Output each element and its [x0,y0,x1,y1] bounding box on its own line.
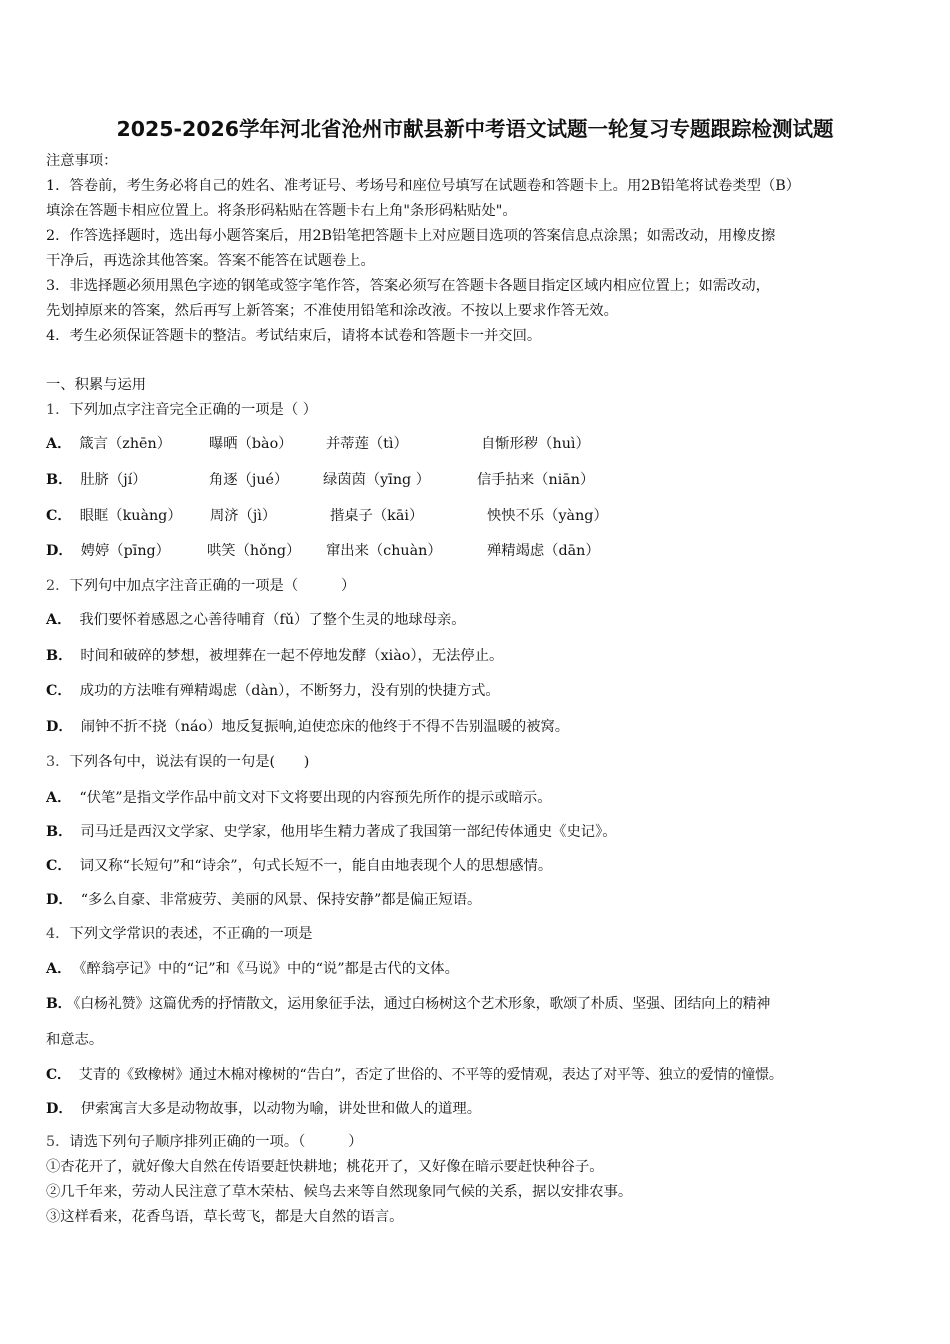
q1-option-d[interactable] [46,541,170,561]
option-text: “多么自豪、非常疲劳、美丽的风景、保持安静”都是偏正短语。 [80,892,482,908]
option-text: 伊索寓言大多是动物故事，以动物为喻，讲处世和做人的道理。 [80,1101,482,1117]
question-number: 3． [46,754,70,770]
option-label: A． [46,612,72,628]
option-label: B． [46,472,73,488]
q1-option-c[interactable] [46,506,182,526]
option-label: C． [46,858,72,874]
option-item: 怏怏不乐（yàng） [487,508,608,524]
question-stem: 下列句中加点字注音正确的一项是（ ） [69,578,356,594]
q3-option-d[interactable] [46,890,481,910]
question-number: 4． [46,926,70,942]
option-label: A． [46,790,72,806]
option-text: 司马迁是西汉文学家、史学家，他用毕生精力著成了我国第一部纪传体通史《史记》。 [80,824,617,840]
option-text: “伏笔”是指文学作品中前文对下文将要出现的内容预先所作的提示或暗示。 [79,790,552,806]
notice-line: 填涂在答题卡相应位置上。将条形码粘贴在答题卡右上角"条形码粘贴处"。 [46,203,517,219]
q2-option-b[interactable] [46,646,503,666]
question-stem: 请选下列句子顺序排列正确的一项。（ ） [69,1134,363,1150]
option-item: 角逐（jué） [209,472,289,488]
page-title: 2025-2026学年河北省沧州市献县新中考语文试题一轮复习专题跟踪检测试题 [116,117,834,141]
option-item: 娉婷（pīng） [80,543,170,559]
option-text: 闹钟不折不挠（náo）地反复振响,迫使恋床的他终于不得不告别温暖的被窝。 [80,719,570,735]
option-text: 《白杨礼赞》这篇优秀的抒情散文，运用象征手法，通过白杨树这个艺术形象，歌颂了朴质、坚强、团结向上的精神 [73,996,771,1012]
q3-option-b[interactable] [46,822,617,842]
question-stem: 下列加点字注音完全正确的一项是（ ） [69,402,317,418]
option-text: 成功的方法唯有殚精竭虑（dàn），不断努力，没有别的快捷方式。 [79,683,500,699]
q5-sentence: ①杏花开了，就好像大自然在传语要赶快耕地；桃花开了，又好像在暗示要赶快种谷子。 [46,1159,604,1175]
q2-option-d[interactable] [46,717,569,737]
question-2 [46,576,355,596]
section-heading: 一、积累与运用 [46,377,147,393]
q1-option-b[interactable] [46,470,147,490]
option-item: 并蒂莲（tì） [326,436,408,452]
q5-sentence: ②几千年来，劳动人民注意了草木荣枯、候鸟去来等自然现象同气候的关系，据以安排农事。 [46,1184,633,1200]
q4-option-b-continued: 和意志。 [46,1032,104,1048]
option-label: C． [46,1067,71,1083]
option-item: 窜出来（chuàn） [326,543,442,559]
question-5 [46,1132,363,1152]
notice-line: 4．考生必须保证答题卡的整洁。考试结束后，请将本试卷和答题卡一并交回。 [46,328,542,344]
option-label: A． [46,436,72,452]
q1-option-a[interactable] [46,434,171,454]
q4-option-a[interactable] [46,959,459,979]
q2-option-a[interactable] [46,610,466,630]
question-4 [46,924,312,944]
question-1 [46,400,317,420]
q3-option-c[interactable] [46,856,552,876]
q5-sentence: ③这样看来，花香鸟语，草长莺飞，都是大自然的语言。 [46,1209,404,1225]
q4-option-b[interactable] [46,994,770,1014]
option-label: D． [46,543,73,559]
question-number: 2． [46,578,70,594]
option-item: 揩桌子（kāi） [330,508,424,524]
option-item: 肚脐（jí） [80,472,147,488]
notice-line: 2．作答选择题时，选出每小题答案后，用2B铅笔把答题卡上对应题目选项的答案信息点涂黑；如需改动，用橡皮擦 [46,228,776,244]
option-label: C． [46,508,72,524]
question-3 [46,752,309,772]
option-label: B． [46,996,72,1012]
option-text: 词又称“长短句”和“诗余”，句式长短不一，能自由地表现个人的思想感情。 [79,858,553,874]
option-text: 艾青的《致橡树》通过木棉对橡树的“告白”，否定了世俗的、不平等的爱情观，表达了对平等、独立的爱情的憧憬。 [78,1067,783,1083]
option-item: 自惭形秽（huì） [481,436,590,452]
option-item: 殚精竭虑（dān） [487,543,600,559]
question-number: 1． [46,402,70,418]
option-item: 箴言（zhēn） [79,436,171,452]
option-item: 绿茵茵（yīng ） [323,472,431,488]
question-stem: 下列文学常识的表述，不正确的一项是 [69,926,313,942]
q4-option-c[interactable] [46,1065,783,1085]
option-item: 周济（jì） [210,508,277,524]
option-label: B． [46,824,73,840]
option-label: A． [46,961,72,977]
notice-heading: 注意事项： [46,153,118,169]
option-item: 眼眶（kuàng） [79,508,182,524]
option-item: 哄笑（hǒng） [207,543,301,559]
q3-option-a[interactable] [46,788,552,808]
notice-line: 3．非选择题必须用黑色字迹的钢笔或签字笔作答，答案必须写在答题卡各题目指定区域内相应位置上；如需改动， [46,278,770,294]
option-label: D． [46,719,73,735]
option-item: 信手拈来（niān） [477,472,595,488]
q2-option-c[interactable] [46,681,500,701]
q4-option-d[interactable] [46,1099,481,1119]
notice-line: 先划掉原来的答案，然后再写上新答案；不准使用铅笔和涂改液。不按以上要求作答无效。 [46,303,618,319]
question-number: 5． [46,1134,70,1150]
option-label: D． [46,1101,73,1117]
option-label: C． [46,683,72,699]
option-item: 曝晒（bào） [209,436,293,452]
option-text: 我们要怀着感恩之心善待哺育（fǔ）了整个生灵的地球母亲。 [79,612,466,628]
notice-line: 1．答卷前，考生务必将自己的姓名、准考证号、考场号和座位号填写在试题卷和答题卡上。用2B铅笔将试卷类型（B） [46,178,801,194]
option-label: B． [46,648,73,664]
question-stem: 下列各句中，说法有误的一句是( ) [69,754,310,770]
notice-line: 干净后，再选涂其他答案。答案不能答在试题卷上。 [46,253,375,269]
option-text: 时间和破碎的梦想，被埋葬在一起不停地发酵（xiào），无法停止。 [80,648,504,664]
option-label: D． [46,892,73,908]
option-text: 《醉翁亭记》中的“记”和《马说》中的“说”都是古代的文体。 [79,961,459,977]
